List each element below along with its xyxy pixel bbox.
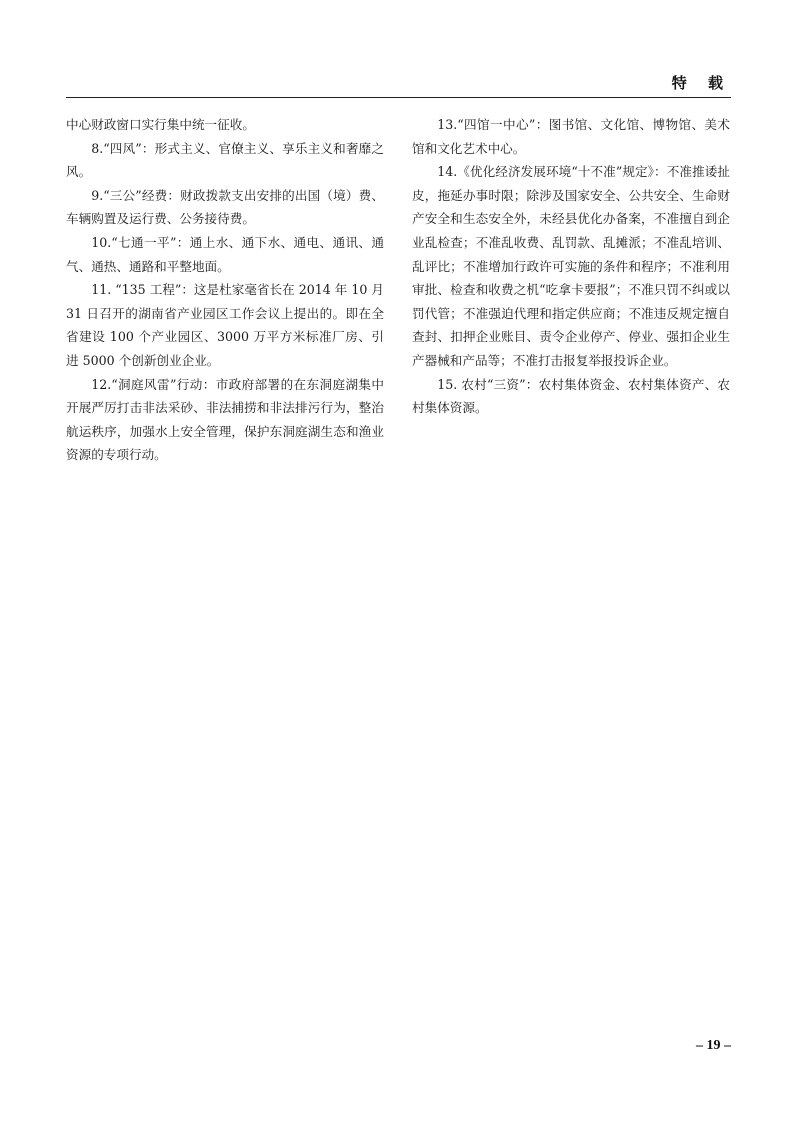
glossary-entry-14: 14.《优化经济发展环境“十不准”规定》：不准推诿扯皮，拖延办事时限；除涉及国家安全、公共安全、生命财产安全和生态安全外，未经县优化办备案，不准擅自到企业乱检查；不准乱收费、乱罚款、乱摊派；不准乱培训、乱评比；不准增加行政许可实施的条件和程序；不准利用审批、检查和收费之机“吃拿卡要报”；不准只罚不纠或以罚代管；不准强迫代理和指定供应商；不准违反规定擅自查封、扣押企业账目、责令企业停产、停业、强扣企业生产器械和产品等；不准打击报复举报投诉企业。: [412, 164, 730, 368]
header-divider: [66, 97, 731, 98]
glossary-entry-12: 12.“洞庭风雷”行动：市政府部署的在东洞庭湖集中开展严厉打击非法采砂、非法捕捞和非法排污行为，整治航运秩序，加强水上安全管理，保护东洞庭湖生态和渔业资源的专项行动。: [66, 376, 384, 463]
glossary-entry-10: 10.“七通一平”：通上水、通下水、通电、通讯、通气、通热、通路和平整地面。: [66, 234, 384, 274]
glossary-entry-15: 15. 农村“三资”：农村集体资金、农村集体资产、农村集体资源。: [412, 376, 730, 416]
section-title: 特 载: [671, 74, 731, 92]
left-column: [66, 113, 384, 467]
glossary-entry-9: 9.“三公”经费：财政拨款支出安排的出国（境）费、车辆购置及运行费、公务接待费。: [66, 187, 384, 227]
page-number: – 19 –: [696, 1038, 731, 1053]
glossary-entry-8: 8.“四风”：形式主义、官僚主义、享乐主义和奢靡之风。: [66, 140, 384, 180]
right-column: [412, 113, 730, 420]
glossary-entry-11: 11. “135 工程”：这是杜家毫省长在 2014 年 10 月 31 日召开的湖南省产业园区工作会议上提出的。即在全省建设 100 个产业园区、3000 万平方米标准厂房、引进 5000 个创新创业企业。: [66, 282, 384, 368]
glossary-entry-13: 13.“四馆一中心”：图书馆、文化馆、博物馆、美术馆和文化艺术中心。: [412, 117, 730, 156]
glossary-entry-continuation: 中心财政窗口实行集中统一征收。: [66, 117, 255, 132]
